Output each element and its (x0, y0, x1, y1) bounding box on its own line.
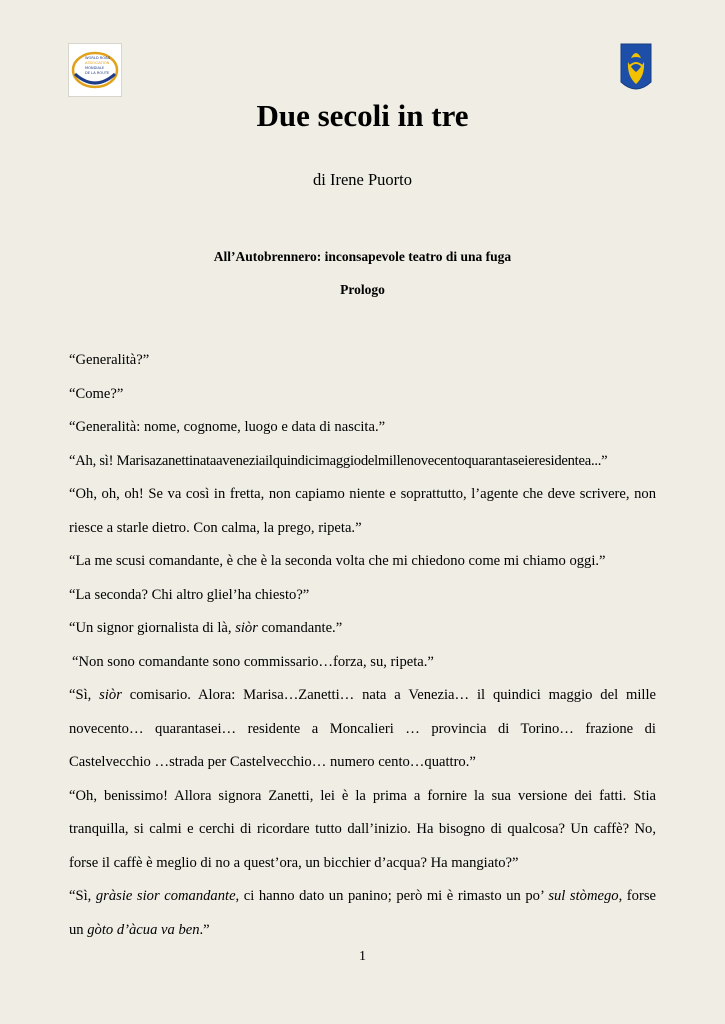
paragraph-text: .” (199, 921, 210, 938)
paragraph: “La seconda? Chi altro gliel’ha chiesto?” (69, 586, 310, 603)
paragraph-italic: gòto d’àcua va ben (87, 921, 200, 938)
paragraph: “Come?” (69, 385, 124, 402)
paragraph: “Oh, oh, oh! Se va così in fretta, non capiamo niente e soprattutto, l’agente che deve scrivere, non riesce a starle dietro. Con calma, la prego, ripeta.” (69, 486, 656, 536)
paragraph-text: , ci hanno dato un panino; però mi è rimasto un po’ (235, 888, 549, 904)
page-number: 1 (359, 949, 366, 964)
logo-line-3: MONDIALE (85, 66, 105, 70)
logo-line-1: WORLD ROAD (85, 56, 111, 60)
paragraph-text: comandante.” (257, 620, 343, 636)
document-author: di Irene Puorto (313, 170, 412, 189)
paragraph-italic: gràsie sior comandante (95, 888, 236, 904)
paragraph (69, 612, 656, 646)
paragraph: “Generalità: nome, cognome, luogo e data di nascita.” (69, 419, 386, 435)
paragraph-text: “Sì, (69, 687, 100, 703)
paragraph: “Ah, sì! Marisazanettinataaveneziailquindicimaggiodelmillenovecentoquarantaseieresidentea...” (69, 452, 608, 469)
document-subtitle: All’Autobrennero: inconsapevole teatro di una fuga (213, 249, 512, 264)
paragraph-italic: siòr (99, 687, 122, 703)
paragraph (69, 679, 656, 780)
paragraph: “Oh, benissimo! Allora signora Zanetti, lei è la prima a fornire la sua versione dei fatti. Stia tranquilla, si calmi e cerchi di ricordare tutto dall’inizio. Ha bisogno di qualcosa? Un caffè? No, forse il caffè è meglio di no a quest’ora, un bicchier d’acqua? Ha mangiato?” (69, 787, 656, 871)
section-heading: Prologo (340, 282, 385, 297)
document-title: Due secoli in tre (256, 98, 469, 133)
paragraph: “La me scusi comandante, è che è la seconda volta che mi chiedono come mi chiamo oggi.” (69, 553, 606, 569)
paragraph-italic: sul stòmego (548, 888, 619, 904)
logo-line-2: ASSOCIATION (85, 61, 110, 65)
world-road-association-logo (68, 43, 122, 97)
paragraph (69, 880, 656, 947)
document-body (69, 344, 656, 947)
winged-emblem-icon (619, 42, 653, 96)
paragraph-text: , forse un (69, 888, 656, 938)
winged-emblem-logo (619, 42, 653, 96)
paragraph-text: comisario. Alora: Marisa…Zanetti… nata a Venezia… il quindici maggio del mille novecento… quarantasei… residente a Moncalieri … provincia di Torino… frazione di Castelvecchio …strada per Castelvecchio… numero cento…quattro.” (69, 687, 656, 770)
logo-line-4: DE LA ROUTE (85, 71, 110, 75)
paragraph-italic: siòr (235, 620, 258, 636)
paragraph: “Non sono comandante sono commissario…forza, su, ripeta.” (72, 653, 434, 670)
world-road-logo-icon (69, 44, 121, 96)
paragraph: “Generalità?” (69, 352, 150, 368)
paragraph-text: “Sì, (69, 888, 96, 904)
paragraph-text: “Un signor giornalista di là, (69, 620, 236, 636)
